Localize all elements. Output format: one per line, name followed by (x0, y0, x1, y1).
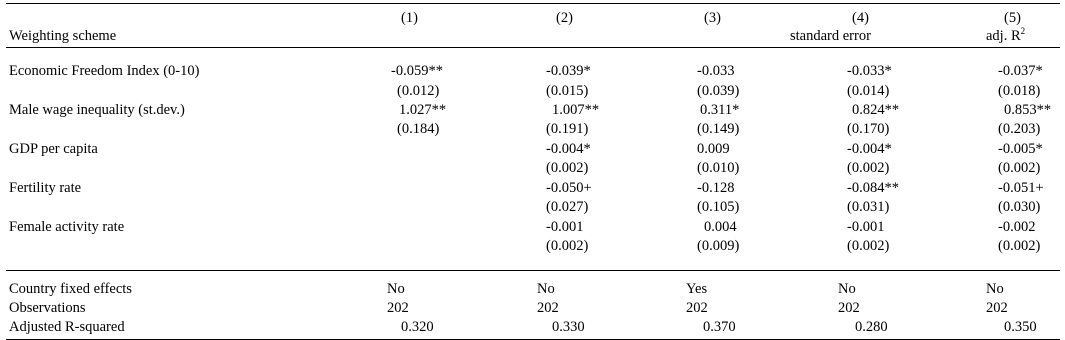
se-cell: (0.031) (847, 199, 890, 215)
footer-cell: No (387, 281, 405, 297)
se-cell: (0.203) (998, 121, 1041, 137)
footer-cell: No (838, 281, 856, 297)
coef-cell: -0.128 (697, 180, 735, 196)
coef-cell: 0.853** (1004, 102, 1052, 118)
coef-cell: -0.001 (847, 219, 885, 235)
footer-label: Adjusted R-squared (9, 319, 125, 335)
footer-cell: 202 (838, 300, 860, 316)
se-cell: (0.027) (546, 199, 589, 215)
coef-cell: -0.004* (546, 141, 591, 157)
col-header-2: (2) (556, 10, 573, 26)
se-cell: (0.184) (397, 121, 440, 137)
coef-cell: -0.050+ (546, 180, 592, 196)
coef-cell: -0.039* (546, 63, 591, 79)
footer-cell: 202 (986, 300, 1008, 316)
row-label: Fertility rate (9, 180, 82, 196)
coef-cell: -0.005* (998, 141, 1043, 157)
se-cell: (0.009) (697, 238, 740, 254)
se-cell: (0.014) (847, 83, 890, 99)
footer-cell: 0.370 (703, 319, 736, 335)
col-header-3: (3) (704, 10, 721, 26)
header-rule (6, 47, 1060, 48)
coef-cell: -0.037* (998, 63, 1043, 79)
row-label: Economic Freedom Index (0-10) (9, 63, 200, 79)
top-rule (6, 3, 1060, 4)
se-cell: (0.002) (998, 238, 1041, 254)
row-label: Male wage inequality (st.dev.) (9, 102, 185, 118)
se-cell: (0.030) (998, 199, 1041, 215)
coef-cell: 0.824** (852, 102, 900, 118)
coef-cell: -0.033* (847, 63, 892, 79)
se-cell: (0.018) (998, 83, 1041, 99)
footer-cell: No (537, 281, 555, 297)
coef-cell: -0.004* (847, 141, 892, 157)
col-header-5: (5) (1004, 10, 1021, 26)
footer-label: Observations (9, 300, 86, 316)
se-cell: (0.039) (697, 83, 740, 99)
se-cell: (0.002) (847, 238, 890, 254)
coef-cell: -0.033 (697, 63, 735, 79)
coef-cell: -0.051+ (998, 180, 1044, 196)
col-header-1: (1) (401, 10, 418, 26)
col5-subheader: adj. $R^2$ (986, 26, 1026, 44)
body-rule (6, 270, 1060, 271)
footer-cell: 0.280 (855, 319, 888, 335)
coef-cell: 1.027** (399, 102, 447, 118)
se-cell: (0.010) (697, 160, 740, 176)
coef-cell: -0.002 (998, 219, 1036, 235)
footer-cell: 0.350 (1004, 319, 1037, 335)
weighting-scheme-label: Weighting scheme (9, 28, 117, 44)
row-label: Female activity rate (9, 219, 125, 235)
se-cell: (0.002) (998, 160, 1041, 176)
col-header-4: (4) (852, 10, 869, 26)
se-cell: (0.191) (546, 121, 589, 137)
se-cell: (0.012) (397, 83, 440, 99)
se-cell: (0.105) (697, 199, 740, 215)
se-cell: (0.002) (546, 160, 589, 176)
footer-cell: 0.320 (401, 319, 434, 335)
footer-cell: 202 (387, 300, 409, 316)
se-cell: (0.002) (546, 238, 589, 254)
coef-cell: 0.009 (697, 141, 730, 157)
footer-cell: 202 (537, 300, 559, 316)
se-cell: (0.015) (546, 83, 589, 99)
se-cell: (0.149) (697, 121, 740, 137)
coef-cell: 0.004 (704, 219, 737, 235)
coef-cell: -0.059** (391, 63, 443, 79)
row-label: GDP per capita (9, 141, 98, 157)
coef-cell: 0.311* (700, 102, 740, 118)
col4-subheader: standard error (790, 28, 871, 44)
coef-cell: 1.007** (552, 102, 600, 118)
coef-cell: -0.084** (847, 180, 899, 196)
coef-cell: -0.001 (546, 219, 584, 235)
footer-cell: Yes (686, 281, 708, 297)
se-cell: (0.170) (847, 121, 890, 137)
footer-cell: No (986, 281, 1004, 297)
footer-cell: 0.330 (552, 319, 585, 335)
footer-cell: 202 (686, 300, 708, 316)
footer-label: Country fixed effects (9, 281, 132, 297)
se-cell: (0.002) (847, 160, 890, 176)
